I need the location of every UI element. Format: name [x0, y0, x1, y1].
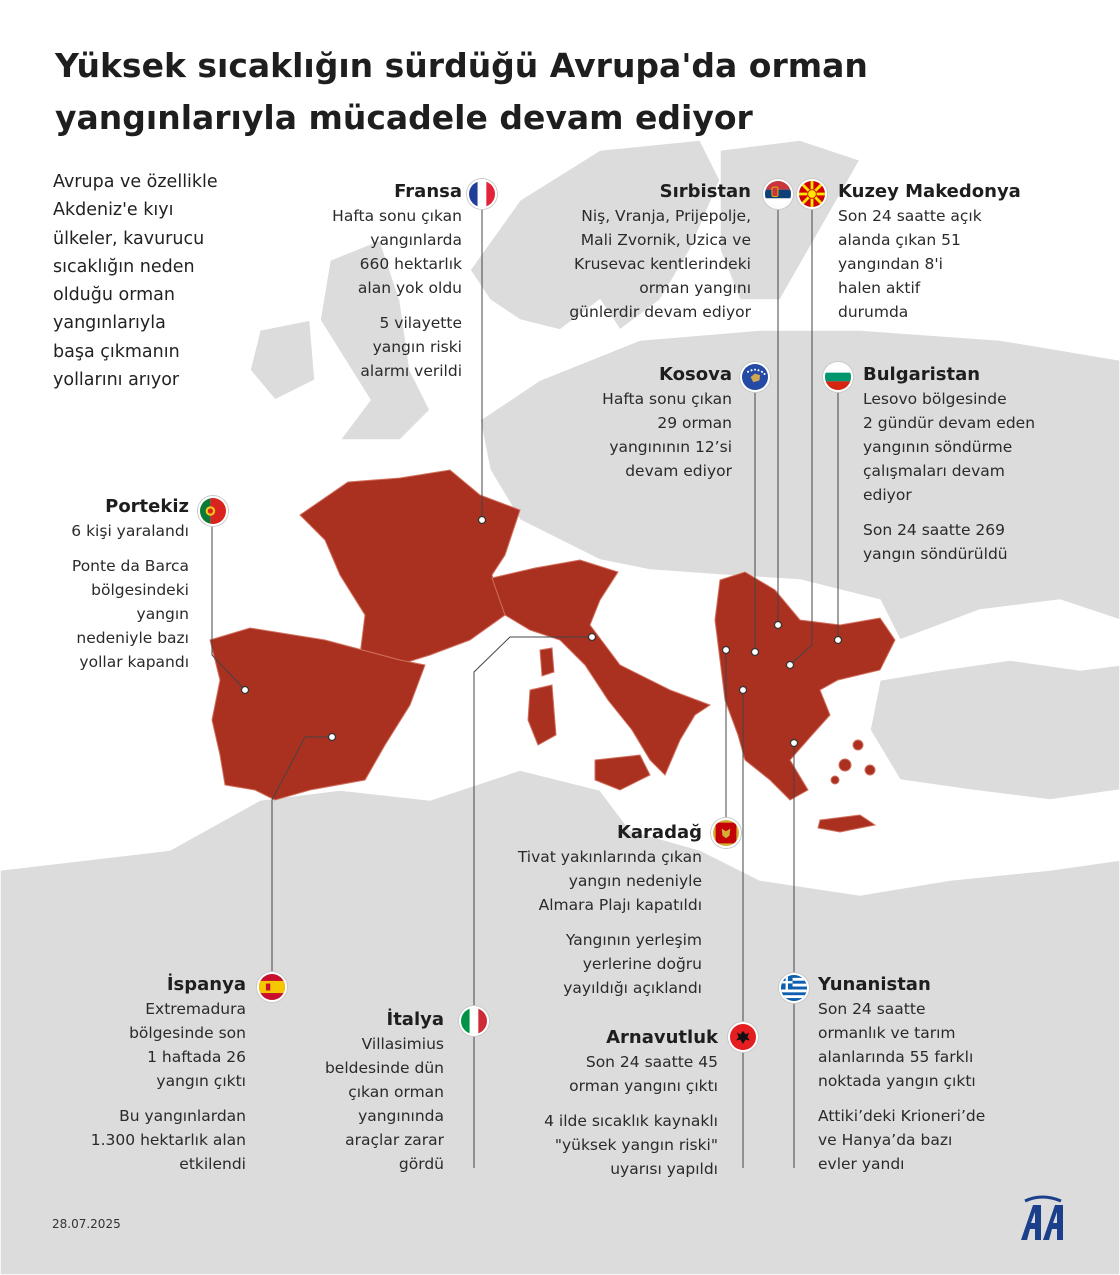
corsica-shape	[540, 648, 554, 676]
page-title	[55, 40, 1055, 144]
country-name: Kuzey Makedonya	[838, 181, 1021, 202]
serbia-flag-icon	[763, 179, 793, 209]
country-name: Arnavutluk	[606, 1027, 718, 1048]
country-name: Portekiz	[105, 496, 189, 517]
title-line: Yüksek sıcaklığın sürdüğü Avrupa'da orman	[55, 46, 868, 85]
callout-kmakedonya: Kuzey Makedonya Son 24 saatte açık alanda çıkan 51 yangından 8'i halen aktif durumda	[838, 181, 1021, 321]
spain-flag-icon	[257, 972, 287, 1002]
title-line: yangınlarıyla mücadele devam ediyor	[55, 98, 753, 137]
country-name: Fransa	[394, 181, 462, 202]
callout-sirbistan: Sırbistan Niş, Vranja, Prijepolje, Mali Zvornik, Uzica ve Krusevac kentlerindeki orman yangını günlerdir devam ediyor	[569, 181, 751, 321]
france-shape	[300, 470, 520, 665]
callout-ispanya: İspanya Extremadura bölgesinde son 1 haftada 26 yangın çıktı Bu yangınlardan 1.300 hektarlık alan etkilendi	[90, 974, 246, 1173]
callout-kosova: Kosova Hafta sonu çıkan 29 orman yangınının 12’si devam ediyor	[602, 364, 732, 480]
aa-logo-icon	[1017, 1195, 1067, 1245]
north-macedonia-flag-icon	[797, 179, 827, 209]
country-name: Yunanistan	[818, 974, 931, 995]
italy-shape	[492, 560, 710, 775]
country-name: Kosova	[659, 364, 732, 385]
italy-flag-icon	[459, 1006, 489, 1036]
callout-arnavutluk: Arnavutluk Son 24 saatte 45 orman yangını çıktı 4 ilde sıcaklık kaynaklı "yüksek yangın riski" uyarısı yapıldı	[544, 1027, 718, 1178]
albania-flag-icon	[728, 1022, 758, 1052]
country-name: Bulgaristan	[863, 364, 981, 385]
portugal-flag-icon	[198, 496, 228, 526]
france-flag-icon	[467, 179, 497, 209]
callout-portekiz: Portekiz 6 kişi yaralandı Ponte da Barca bölgesindeki yangın nedeniyle bazı yollar kapandı	[71, 496, 189, 671]
montenegro-flag-icon	[711, 818, 741, 848]
callout-bulgaristan: Bulgaristan Lesovo bölgesinde 2 gündür devam eden yangının söndürme çalışmaları devam ediyor Son 24 saatte 269 yangın söndürüldü	[863, 364, 1036, 563]
greece-flag-icon	[779, 973, 809, 1003]
intro-text: Avrupa ve özellikle Akdeniz'e kıyı ülkeler, kavurucu sıcaklığın neden olduğu orman yangınlarıyla başa çıkmanın yollarını arıyor	[53, 172, 218, 391]
publish-date: 28.07.2025	[52, 1217, 121, 1231]
sicily-shape	[595, 755, 650, 790]
callout-fransa: Fransa Hafta sonu çıkan yangınlarda 660 hektarlık alan yok oldu 5 vilayette yangın riski alarmı verildi	[332, 181, 462, 380]
country-name: İtalya	[386, 1009, 444, 1030]
sardinia-shape	[528, 685, 556, 745]
callout-karadag: Karadağ Tivat yakınlarında çıkan yangın nedeniyle Almara Plajı kapatıldı Yangının yerleşim yerlerine doğru yayıldığı açıklandı	[517, 822, 702, 997]
callout-yunanistan: Yunanistan Son 24 saatte ormanlık ve tarım alanlarında 55 farklı noktada yangın çıktı Attiki’deki Krioneri’de ve Hanya’da bazı evler yandı	[818, 974, 986, 1173]
country-name: Sırbistan	[659, 181, 751, 202]
bulgaria-flag-icon	[823, 362, 853, 392]
callout-italya: İtalya Villasimius beldesinde dün çıkan orman yangınında araçlar zarar gördü	[324, 1009, 444, 1173]
country-name: Karadağ	[616, 822, 702, 843]
country-name: İspanya	[166, 974, 246, 995]
kosovo-flag-icon	[740, 362, 770, 392]
crete-shape	[818, 815, 875, 832]
